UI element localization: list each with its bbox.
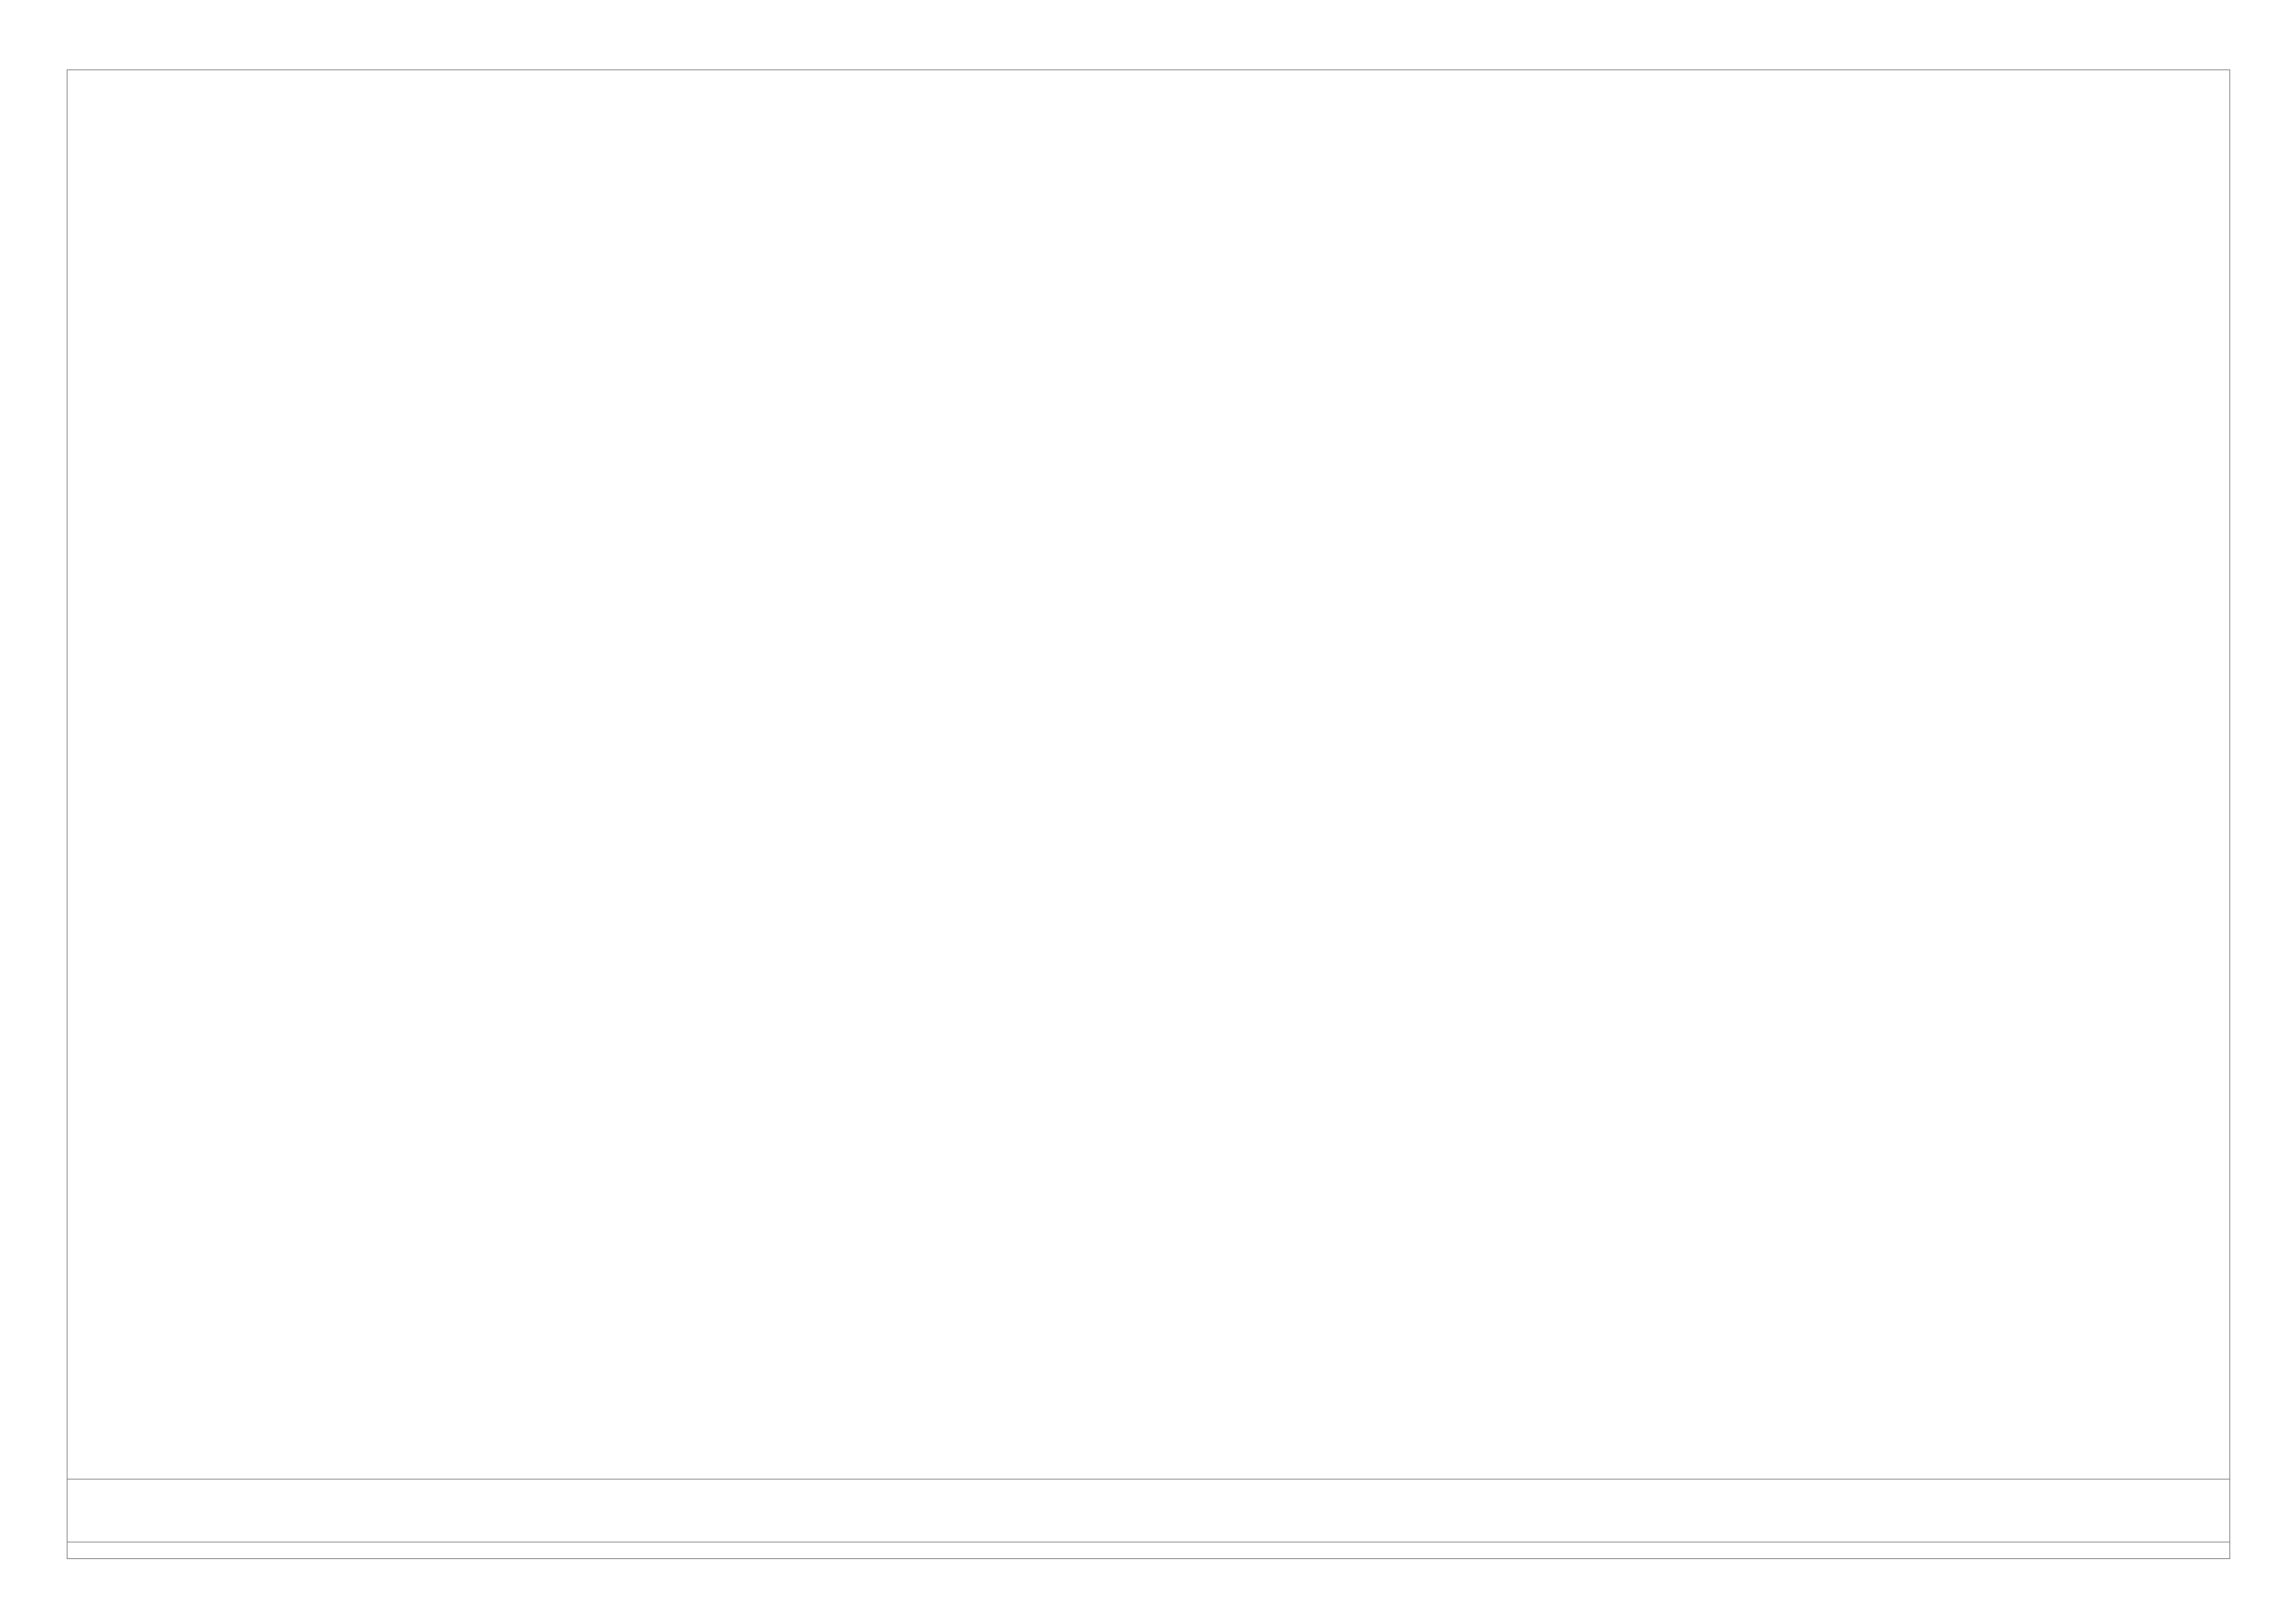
page-number [68, 1542, 2229, 1545]
gantt-chart [1500, 98, 2230, 1479]
legend [68, 1479, 2229, 1541]
page-frame [67, 69, 2230, 1559]
table-header [68, 98, 1500, 180]
